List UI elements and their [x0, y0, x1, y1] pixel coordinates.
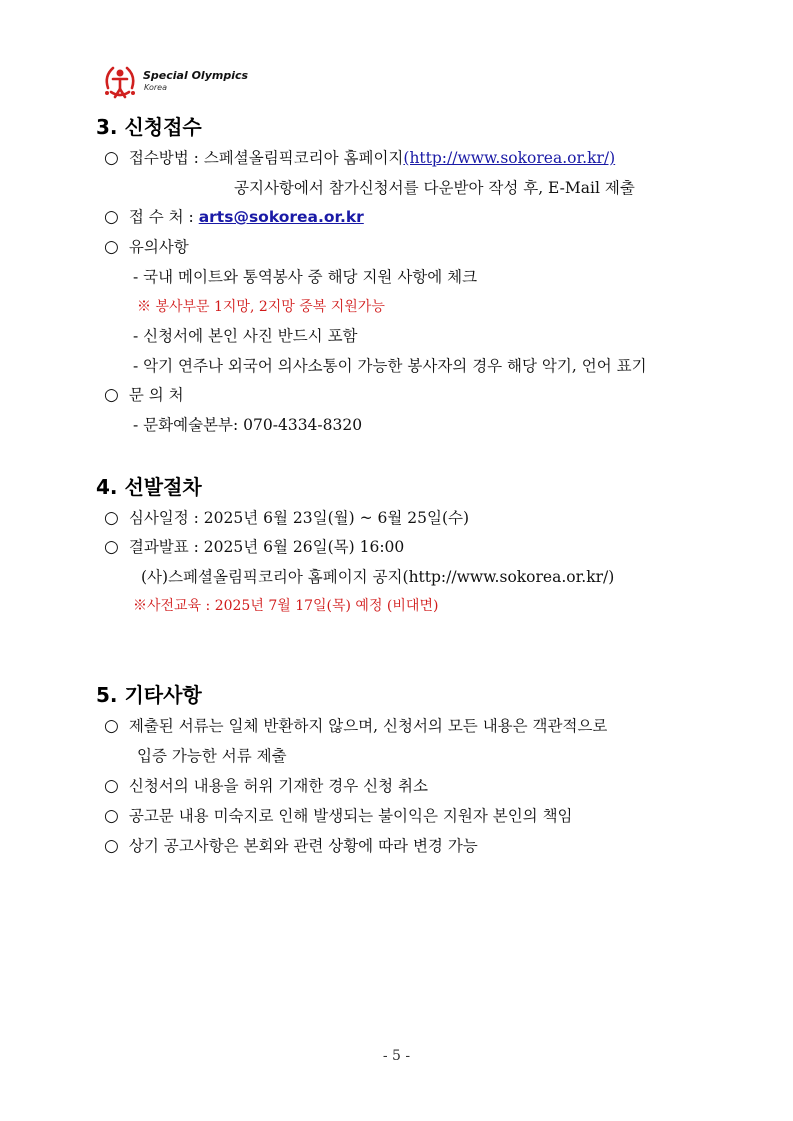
circle-bullet-icon: ○: [104, 508, 119, 528]
circle-bullet-icon: ○: [104, 237, 119, 257]
note-1-red: ※ 봉사부문 1지망, 2지망 중복 지원가능: [137, 299, 385, 315]
homepage-link[interactable]: (http://www.sokorea.or.kr/): [403, 149, 616, 167]
note-1: - 국내 메이트와 통역봉사 중 해당 지원 사항에 체크: [133, 268, 478, 286]
page-number: - 5 -: [382, 1048, 411, 1064]
pre-education-red: ※사전교육 : 2025년 7월 17일(목) 예정 (비대면): [133, 598, 439, 614]
result-text: 결과발표 : 2025년 6월 26일(목) 16:00: [128, 538, 405, 556]
other-item-1-line-2: 입증 가능한 서류 제출: [137, 747, 287, 765]
notes-label: 유의사항: [128, 238, 189, 256]
method-line-2: 공지사항에서 참가신청서를 다운받아 작성 후, E-Mail 제출: [234, 179, 635, 197]
note-3: - 악기 연주나 외국어 의사소통이 가능한 봉사자의 경우 해당 악기, 언어 표기: [133, 357, 647, 375]
method-text: 스페셜올림픽코리아 홈페이지: [203, 149, 404, 167]
section-title-selection: 4. 선발절차: [96, 475, 202, 499]
special-olympics-logo: [101, 62, 261, 104]
circle-bullet-icon: ○: [104, 836, 119, 856]
circle-bullet-icon: ○: [104, 385, 119, 405]
circle-bullet-icon: ○: [104, 716, 119, 736]
result-line: [104, 535, 404, 557]
receive-line: [104, 205, 364, 227]
notes-line: [104, 235, 189, 257]
result-line-2: (사)스페셜올림픽코리아 홈페이지 공지(http://www.sokorea.or.kr/): [141, 568, 615, 586]
circle-bullet-icon: ○: [104, 537, 119, 557]
other-item-3: [104, 804, 573, 826]
other-item-1-text: 제출된 서류는 일체 반환하지 않으며, 신청서의 모든 내용은 객관적으로: [128, 717, 608, 735]
review-text: 심사일정 : 2025년 6월 23일(월) ~ 6월 25일(수): [128, 509, 470, 527]
circle-bullet-icon: ○: [104, 776, 119, 796]
method-label: 접수방법 :: [128, 149, 204, 167]
other-item-4-text: 상기 공고사항은 본회와 관련 상황에 따라 변경 가능: [128, 837, 478, 855]
contact-text: - 문화예술본부: 070-4334-8320: [133, 416, 363, 434]
circle-bullet-icon: ○: [104, 207, 119, 227]
other-item-1: [104, 714, 607, 736]
section-title-application: 3. 신청접수: [96, 115, 202, 139]
other-item-2: [104, 774, 428, 796]
logo-sub-text: Korea: [144, 83, 167, 92]
review-line: [104, 506, 469, 528]
email-link[interactable]: arts@sokorea.or.kr: [198, 208, 364, 226]
section-title-other: 5. 기타사항: [96, 683, 202, 707]
other-item-3-text: 공고문 내용 미숙지로 인해 발생되는 불이익은 지원자 본인의 책임: [128, 807, 573, 825]
other-item-2-text: 신청서의 내용을 허위 기재한 경우 신청 취소: [128, 777, 428, 795]
receive-label: 접 수 처 :: [128, 208, 199, 226]
method-line: [104, 146, 615, 168]
other-item-4: [104, 834, 478, 856]
contact-label: 문 의 처: [128, 386, 184, 404]
special-olympics-emblem-icon: [101, 62, 139, 102]
contact-line: [104, 383, 184, 405]
circle-bullet-icon: ○: [104, 806, 119, 826]
note-2: - 신청서에 본인 사진 반드시 포함: [133, 327, 358, 345]
circle-bullet-icon: ○: [104, 148, 119, 168]
logo-brand-text: Special Olympics: [143, 69, 249, 82]
